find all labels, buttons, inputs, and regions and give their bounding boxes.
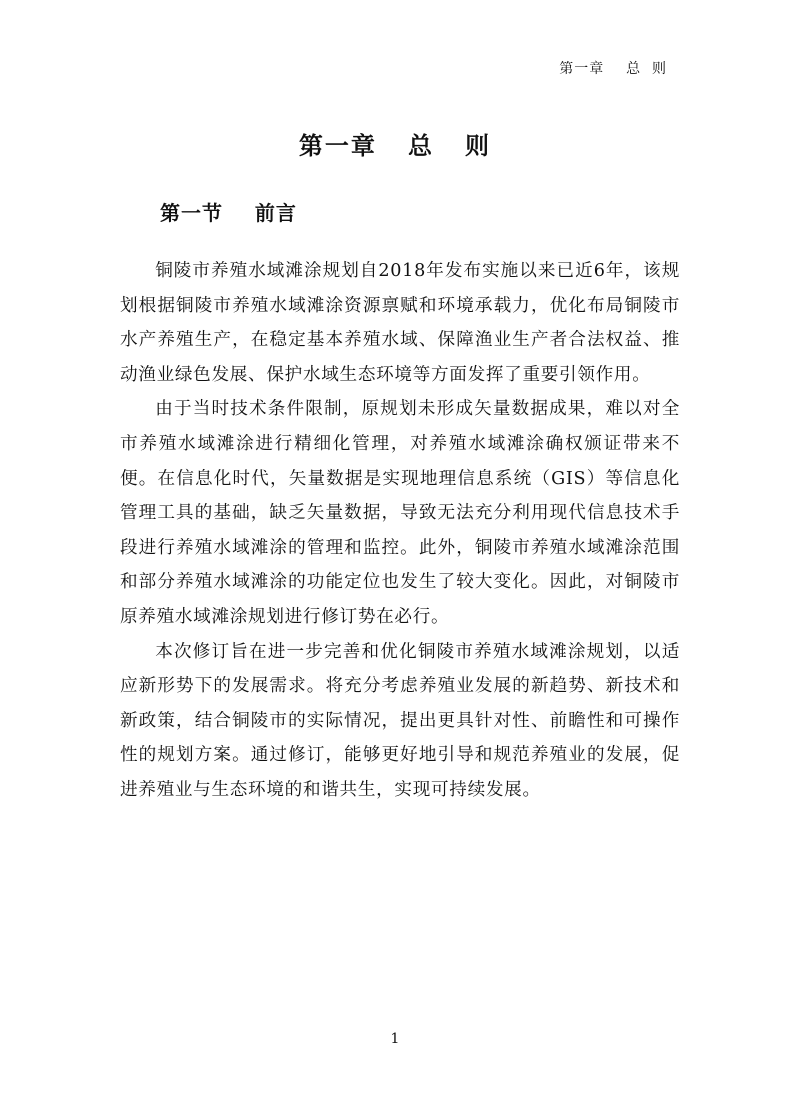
page-number: 1 [390, 1031, 400, 1047]
section-title: 第一节 前言 [160, 201, 297, 225]
paragraph-background: 由于当时技术条件限制，原规划未形成矢量数据成果，难以对全市养殖水域滩涂进行精细化管理，对养殖水域滩涂确权颁证带来不便。在信息化时代，矢量数据是实现地理信息系统（GIS）等信息化管理工具的基础，缺乏矢量数据，导致无法充分利用现代信息技术手段进行养殖水域滩涂的管理和监控。此外，铜陵市养殖水域滩涂范围和部分养殖水域滩涂的功能定位也发生了较大变化。因此，对铜陵市原养殖水域滩涂规划进行修订势在必行。 [120, 399, 680, 627]
body-text [120, 254, 680, 808]
paragraph-intro: 铜陵市养殖水域滩涂规划自2018年发布实施以来已近6年，该规划根据铜陵市养殖水域滩涂资源禀赋和环境承载力，优化布局铜陵市水产养殖生产，在稳定基本养殖水域、保障渔业生产者合法权益、推动渔业绿色发展、保护水域生态环境等方面发挥了重要引领作用。 [120, 261, 680, 385]
chapter-title: 第一章 总 则 [298, 131, 492, 160]
paragraph-purpose: 本次修订旨在进一步完善和优化铜陵市养殖水域滩涂规划，以适应新形势下的发展需求。将充分考虑养殖业发展的新趋势、新技术和新政策，结合铜陵市的实际情况，提出更具针对性、前瞻性和可操作性的规划方案。通过修订，能够更好地引导和规范养殖业的发展，促进养殖业与生态环境的和谐共生，实现可持续发展。 [120, 641, 680, 800]
running-header: 第一章 总 则 [559, 61, 667, 77]
